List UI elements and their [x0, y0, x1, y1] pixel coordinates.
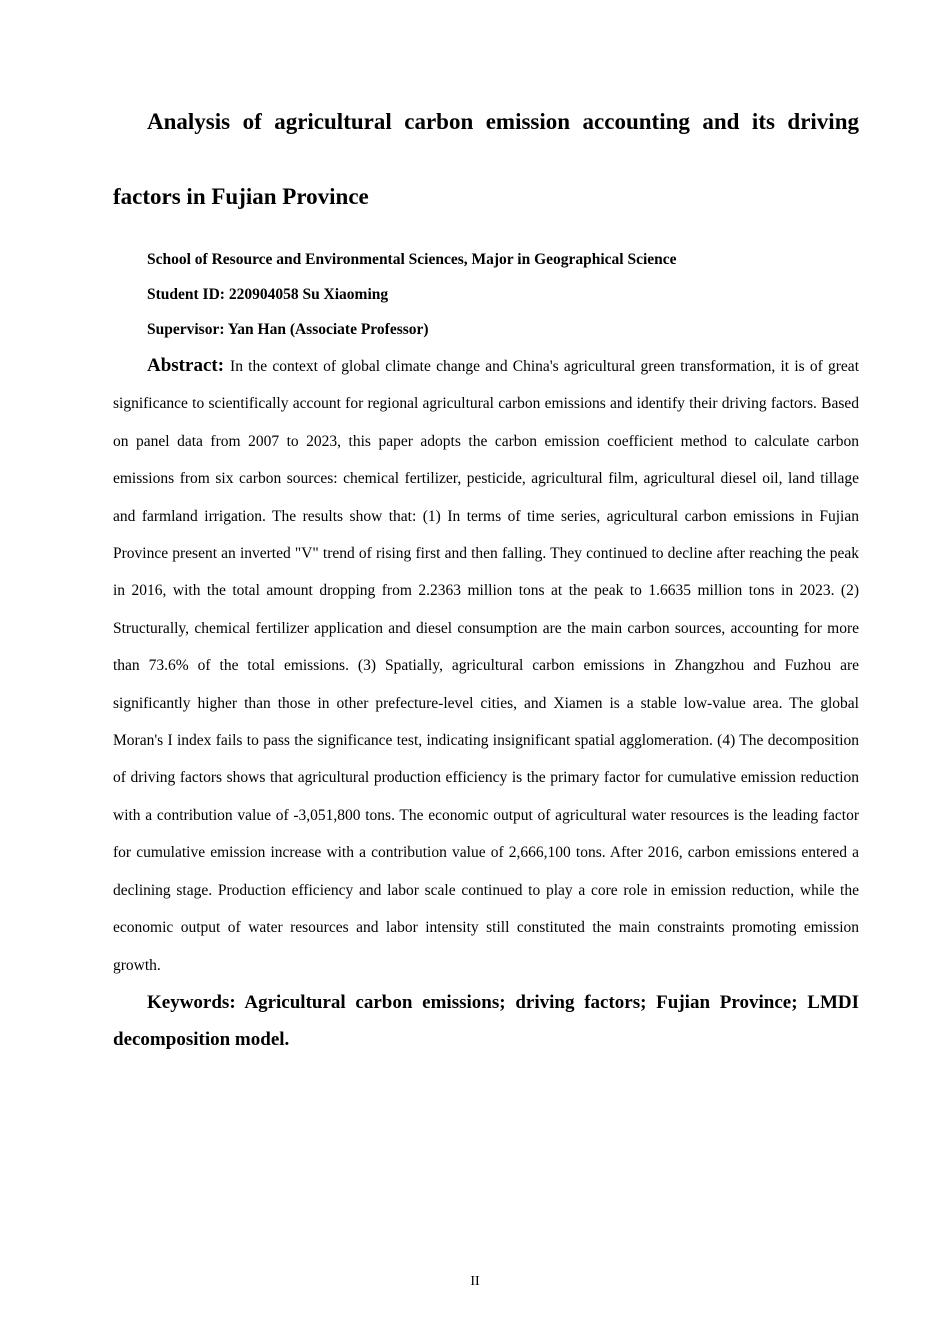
abstract-label: Abstract: — [147, 355, 225, 376]
supervisor-line: Supervisor: Yan Han (Associate Professor) — [147, 321, 429, 338]
document-page — [113, 0, 859, 1344]
school-line: School of Resource and Environmental Sciences, Major in Geographical Science — [147, 251, 677, 268]
page-number: II — [470, 1274, 480, 1289]
abstract-text: In the context of global climate change and China's agricultural green transformation, it is of great significance to scientifically account for regional agricultural carbon emissions and identify their driving factors. Based on panel data from 2007 to 2023, this paper adopts the carbon emission coefficient method to calculate carbon emissions from six carbon sources: chemical fertilizer, pesticide, agricultural film, agricultural diesel oil, land tillage and farmland irrigation. The results show that: (1) In terms of time series, agricultural carbon emissions in Fujian Province present an inverted "V" trend of rising first and then falling. They continued to decline after reaching the peak in 2016, with the total amount dropping from 2.2363 million tons at the peak to 1.6635 million tons in 2023. (2) Structurally, chemical fertilizer application and diesel consumption are the main carbon sources, accounting for more than 73.6% of the total emissions. (3) Spatially, agricultural carbon emissions in Zhangzhou and Fuzhou are significantly higher than those in other prefecture-level cities, and Xiamen is a stable low-value area. The global Moran's I index fails to pass the significance test, indicating insignificant spatial agglomeration. (4) The decomposition of driving factors shows that agricultural production efficiency is the primary factor for cumulative emission reduction with a contribution value of -3,051,800 tons. The economic output of agricultural water resources is the leading factor for cumulative emission increase with a contribution value of 2,666,100 tons. After 2016, carbon emissions entered a declining stage. Production efficiency and labor scale continued to play a core role in emission reduction, while the economic output of water resources and labor intensity still constituted the main constraints promoting emission growth. — [113, 358, 859, 974]
student-line: Student ID: 220904058 Su Xiaoming — [147, 286, 389, 303]
keywords-paragraph: Keywords: Agricultural carbon emissions; driving factors; Fujian Province; LMDI decomposition model. — [113, 991, 859, 1050]
paper-title: Analysis of agricultural carbon emission accounting and its driving factors in Fujian Province — [113, 109, 859, 209]
abstract-paragraph — [113, 347, 859, 984]
author-info — [113, 242, 859, 347]
